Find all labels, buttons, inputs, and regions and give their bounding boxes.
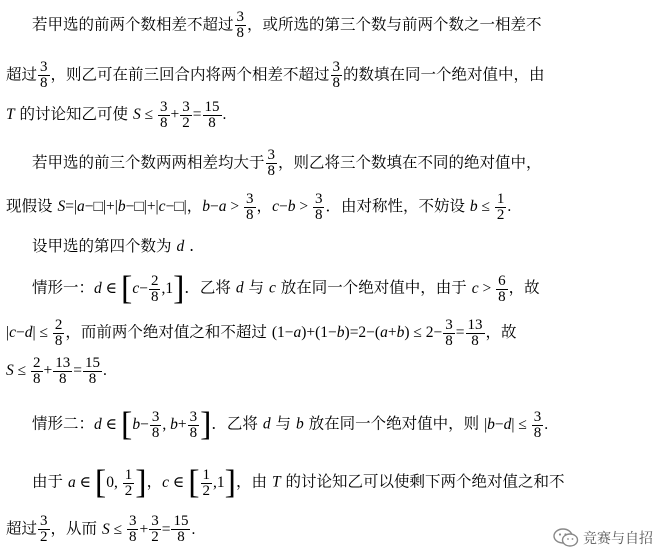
watermark-text: 竞赛与自招	[583, 531, 653, 547]
paragraph-5: 情形二：d ∈ [b− $\frac{3}{8}$ , b+ $\frac{3}{8}$ ]．乙将 d 与 b 放在同一个绝对值中，则 |b−d| ≤ $\frac{3}{8}$ .	[32, 406, 549, 443]
watermark	[553, 528, 653, 548]
document-page: 若甲选的前两个数相差不超过 $\frac{3}{8}$ ，或所选的第三个数与前两个数之一相差不 超过 $\frac{3}{8}$ ，则乙可在前三回合内将两个相差不超过 $\frac{3}{8}$ 的数填在同一个绝对值中，由 T 的讨论知乙可使 S ≤ $\frac{3}{8}$ + $\frac{3}{2}$ = $\frac{15}{8}$ . 若甲选的前三个数两两相差均大于 $\frac{3}{8}$ ，则乙将三个数填在不同的绝对值中， 现假设 S=|a−□|+|b−□|+|c−□|，b−a > $\frac{3}{8}$ ，c−b > $\frac{3}{8}$ ．由对称性，不妨设 b ≤ $\frac{1}{2}$ . 设甲选的第四个数为 d . 情形一：d ∈ [c− $\frac{2}{8}$ ,1]．乙将 d 与 c 放在同一个绝对值中，由于 c > $\frac{6}{8}$ ，故 |c−d| ≤ $\frac{2}{8}$ ，而前两个绝对值之和不超过 (1−a)+(1−b)=2−(a+b) ≤ 2− $\frac{3}{8}$ = $\frac{13}{8}$ ，故 S ≤ $\frac{2}{8}$ + $\frac{13}{8}$ = $\frac{15}{8}$ . 情形二：d ∈ [b− $\frac{3}{8}$ , b+ $\frac{3}{8}$ ]．乙将 d 与 b 放在同一个绝对值中，则 |b−d| ≤ $\frac{3}{8}$ . 由于 a ∈ [0, $\frac{1}{2}$ ]，c ∈ [ $\frac{1}{2}$ ,1]，由 T 的讨论知乙可以使剩下两个绝对值之和不 超过 $\frac{3}{2}$ ，从而 S ≤ $\frac{3}{8}$ + $\frac{3}{2}$ = $\frac{15}{8}$ . 竞赛与自招	[6, 9, 653, 547]
fraction: $\frac{3}{8}$	[332, 59, 341, 91]
paragraph-3: 设甲选的第四个数为 d .	[32, 237, 195, 255]
wechat-icon	[553, 528, 579, 548]
fraction: $\frac{3}{8}$	[236, 9, 245, 41]
fraction: $\frac{3}{8}$	[40, 59, 48, 91]
